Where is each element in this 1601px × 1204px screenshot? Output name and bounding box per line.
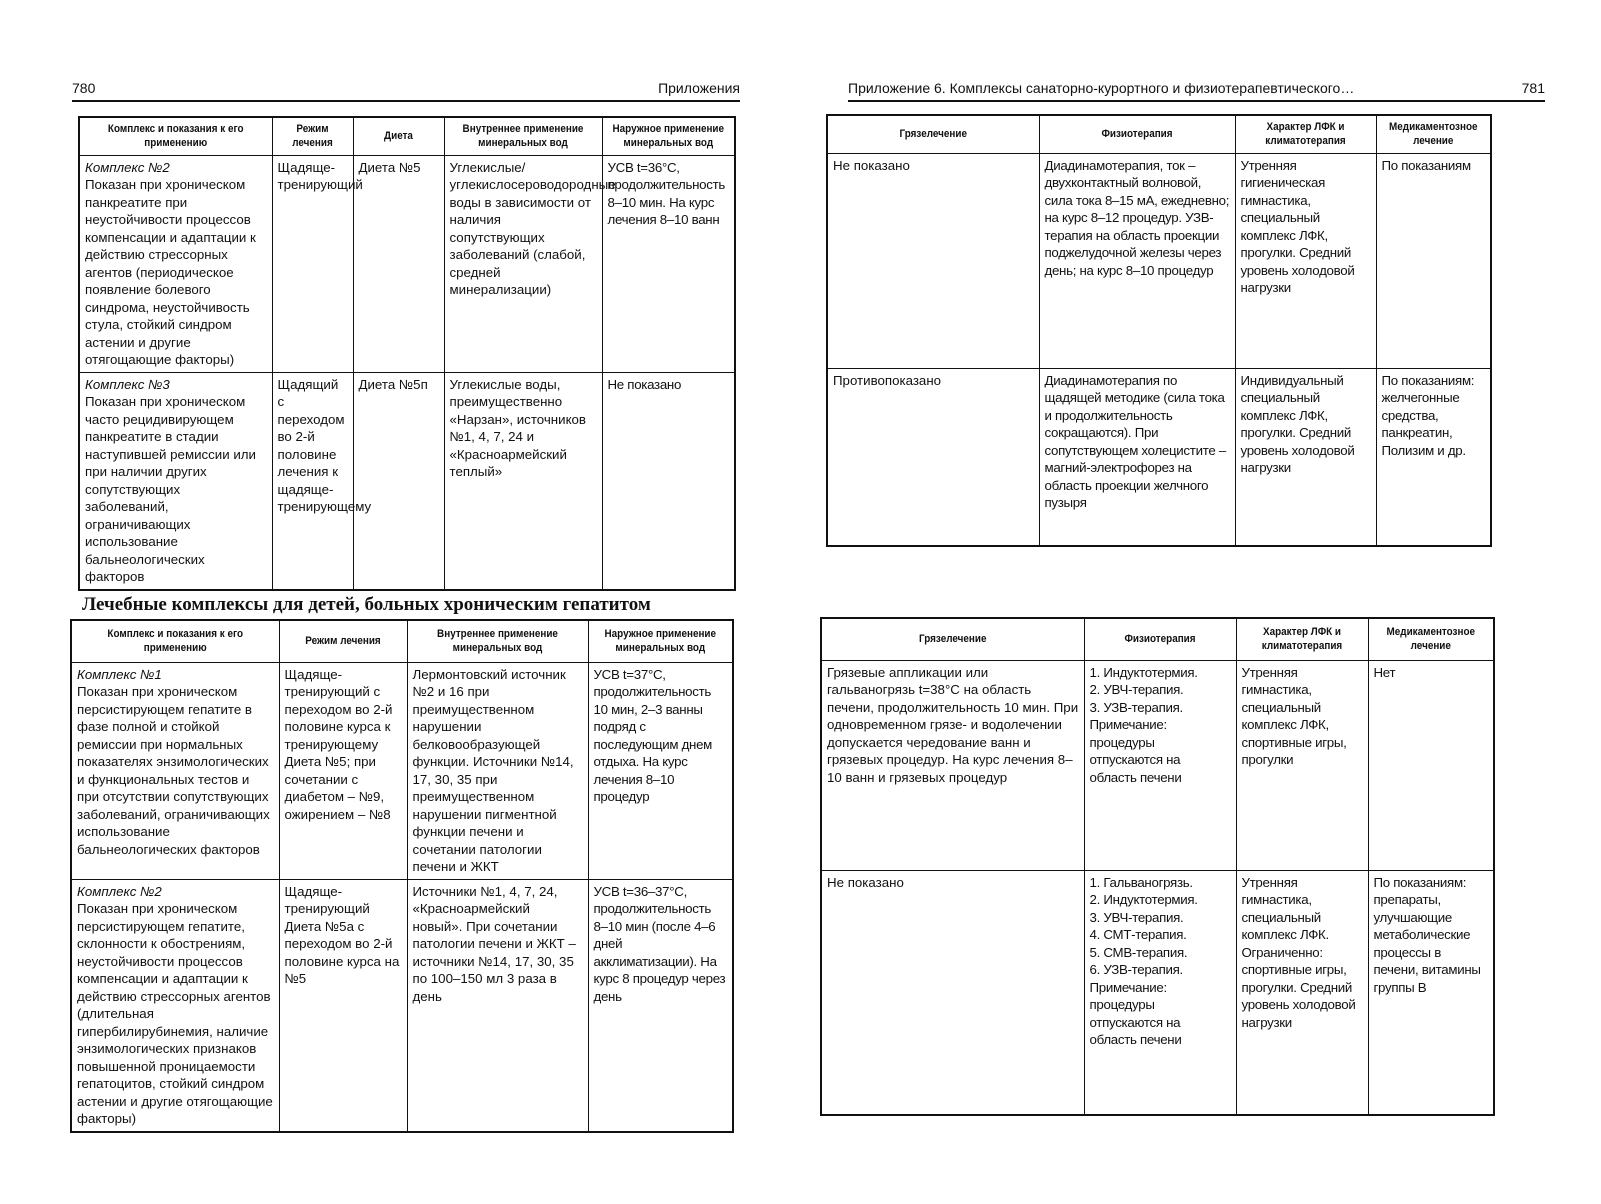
mud-therapy-cell: Не показано bbox=[827, 153, 1039, 368]
regime-cell: Щадяще-тренирующий Диета №5а с переходом во 2-й половине курса на №5 bbox=[279, 879, 407, 1132]
complex-name: Комплекс №3 bbox=[85, 376, 170, 392]
medication-cell: По показаниям bbox=[1376, 153, 1491, 368]
lfk-cell: Утренняя гимнастика, специальный комплекс ЛФК, спортивные игры, прогулки bbox=[1236, 660, 1368, 870]
complex-cell bbox=[79, 155, 272, 372]
lfk-cell: Утренняя гимнастика, специальный комплекс ЛФК. Ограниченно: спортивные игры, прогулки. Средний уровень холодовой нагрузки bbox=[1236, 870, 1368, 1115]
column-header: Характер ЛФК и климатотерапия bbox=[1243, 618, 1362, 660]
left-running-header bbox=[72, 78, 740, 102]
regime-cell: Щадящий с переходом во 2-й половине лечения к щадяще-тренирующему bbox=[272, 372, 353, 590]
complex-indication: Показан при хроническом панкреатите при неустойчивости процессов компенсации и адаптации к действию стрессорных агентов (периодическое появление болевого синдрома, неустойчивость стула, стойкий синдром астении и другие отягощающие факторы) bbox=[85, 177, 256, 367]
lfk-cell: Утренняя гигиеническая гимнастика, специальный комплекс ЛФК, прогулки. Средний уровень холодовой нагрузки bbox=[1235, 153, 1376, 368]
complex-cell bbox=[79, 372, 272, 590]
column-header: Грязелечение bbox=[834, 618, 1071, 660]
table-row bbox=[79, 372, 735, 590]
column-header: Комплекс и показания к его применению bbox=[81, 620, 268, 662]
table-row bbox=[71, 879, 733, 1132]
mud-therapy-cell: Не показано bbox=[821, 870, 1084, 1115]
external-water-cell: УСВ t=37°С, продолжительность 10 мин, 2–3 ванны подряд с последующим днем отдыха. На курс лечения 8–10 процедур bbox=[588, 662, 733, 879]
left-page bbox=[0, 0, 800, 1204]
column-header: Наружное применение минеральных вод bbox=[609, 117, 729, 155]
medication-cell: По показаниям: препараты, улучшающие метаболические процессы в печени, витамины группы В bbox=[1368, 870, 1494, 1115]
table-row bbox=[821, 660, 1494, 870]
column-header: Режим лечения bbox=[285, 620, 400, 662]
regime-cell: Щадяще-тренирующий с переходом во 2-й половине курса к тренирующему Диета №5; при сочетании с диабетом – №9, ожирением – №8 bbox=[279, 662, 407, 879]
table-row bbox=[71, 662, 733, 879]
table-row bbox=[79, 155, 735, 372]
hepatitis-therapy-table bbox=[820, 617, 1495, 1116]
hepatitis-complex-table bbox=[70, 619, 734, 1133]
complex-name: Комплекс №2 bbox=[85, 159, 170, 175]
internal-water-cell: Углекислые воды, преимущественно «Нарзан», источников №1, 4, 7, 24 и «Красноармейский теплый» bbox=[444, 372, 602, 590]
physiotherapy-cell: Диадинамотерапия по щадящей методике (сила тока и продолжительность сокращаются). При сопутствующем холецистите – магний-электрофорез на область проекции желчного пузыря bbox=[1039, 368, 1235, 546]
external-water-cell: УСВ t=36°С, продолжительность 8–10 мин. На курс лечения 8–10 ванн bbox=[602, 155, 735, 372]
physiotherapy-cell: 1. Индуктотермия. 2. УВЧ-терапия. 3. УЗВ-терапия. Примечание: процедуры отпускаются на область печени bbox=[1084, 660, 1236, 870]
internal-water-cell: Углекислые/углекислосероводородные воды в зависимости от наличия сопутствующих заболеваний (слабой, средней минерализации) bbox=[444, 155, 602, 372]
regime-cell: Щадяще-тренирующий bbox=[272, 155, 353, 372]
column-header: Комплекс и показания к его применению bbox=[89, 117, 263, 155]
lfk-cell: Индивидуальный специальный комплекс ЛФК, прогулки. Средний уровень холодовой нагрузки bbox=[1235, 368, 1376, 546]
left-running-title: Приложения bbox=[658, 80, 740, 96]
mud-therapy-cell: Грязевые аппликации или гальваногрязь t=38°С на область печени, продолжительность 10 мин. При одновременном грязе- и водолечении допускается чередование ванн и грязевых процедур. На курс лечения 8–10 ванн и грязевых процедур bbox=[821, 660, 1084, 870]
external-water-cell: Не показано bbox=[602, 372, 735, 590]
right-page-number: 781 bbox=[1521, 80, 1545, 96]
left-page-number: 780 bbox=[72, 80, 96, 96]
mud-therapy-cell: Противопоказано bbox=[827, 368, 1039, 546]
column-header: Медикаментозное лечение bbox=[1382, 115, 1486, 153]
complex-name: Комплекс №1 bbox=[77, 666, 162, 682]
column-header: Грязелечение bbox=[838, 115, 1029, 153]
complex-cell bbox=[71, 662, 279, 879]
physiotherapy-cell: 1. Гальваногрязь. 2. Индуктотермия. 3. УВЧ-терапия. 4. СМТ-терапия. 5. СМВ-терапия. 6. УЗВ-терапия. Примечание: процедуры отпускаются на область печени bbox=[1084, 870, 1236, 1115]
right-running-title: Приложение 6. Комплексы санаторно-курортного и физиотерапевтического… bbox=[848, 80, 1355, 96]
diet-cell: Диета №5 bbox=[353, 155, 444, 372]
pancreatitis-therapy-table bbox=[826, 114, 1492, 547]
complex-indication: Показан при хроническом персистирующем гепатите, склонности к обострениям, неустойчивости процессов компенсации и адаптации к действию стрессорных агентов (длительная гипербилирубинемия, наличие энзимологических признаков повышенной проницаемости гепатоцитов, стойкий синдром астении и другие отягощающие факторы) bbox=[77, 901, 273, 1126]
internal-water-cell: Лермонтовский источник №2 и 16 при преимущественном нарушении белковообразующей функции. Источники №14, 17, 30, 35 при преимущественном нарушении пигментной функции печени и сочетании патологии печени и ЖКТ bbox=[407, 662, 588, 879]
table-row bbox=[827, 368, 1491, 546]
external-water-cell: УСВ t=36–37°С, продолжительность 8–10 мин (после 4–6 дней акклиматизации). На курс 8 процедур через день bbox=[588, 879, 733, 1132]
right-page bbox=[800, 0, 1601, 1204]
column-header: Внутреннее применение минеральных вод bbox=[416, 620, 579, 662]
table-row bbox=[821, 870, 1494, 1115]
complex-indication: Показан при хроническом персистирующем гепатите в фазе полной и стойкой ремиссии при нормальных показателях энзимологических и функциональных тестов и при отсутствии сопутствующих заболеваний, ограничивающих использование бальнеологических факторов bbox=[77, 684, 270, 857]
complex-indication: Показан при хроническом часто рецидивирующем панкреатите в стадии наступившей ремиссии или при наличии других сопутствующих заболеваний, ограничивающих использование бальнеологических факторов bbox=[85, 394, 256, 584]
section-title: Лечебные комплексы для детей, больных хроническим гепатитом bbox=[82, 594, 651, 615]
column-header: Диета bbox=[358, 117, 440, 155]
medication-cell: Нет bbox=[1368, 660, 1494, 870]
column-header: Физиотерапия bbox=[1092, 618, 1229, 660]
physiotherapy-cell: Диадинамотерапия, ток – двухконтактный волновой, сила тока 8–15 мА, ежедневно; на курс 8–12 процедур. УЗВ-терапия на область проекции поджелудочной железы через день; на курс 8–10 процедур bbox=[1039, 153, 1235, 368]
pancreatitis-complex-table bbox=[78, 116, 736, 591]
complex-name: Комплекс №2 bbox=[77, 883, 162, 899]
column-header: Характер ЛФК и климатотерапия bbox=[1242, 115, 1369, 153]
column-header: Медикаментозное лечение bbox=[1374, 618, 1487, 660]
column-header: Физиотерапия bbox=[1049, 115, 1225, 153]
diet-cell: Диета №5п bbox=[353, 372, 444, 590]
table-row bbox=[827, 153, 1491, 368]
medication-cell: По показаниям: желчегонные средства, панкреатин, Полизим и др. bbox=[1376, 368, 1491, 546]
column-header: Внутреннее применение минеральных вод bbox=[452, 117, 594, 155]
column-header: Режим лечения bbox=[276, 117, 349, 155]
column-header: Наружное применение минеральных вод bbox=[595, 620, 726, 662]
right-running-header bbox=[848, 78, 1545, 102]
complex-cell bbox=[71, 879, 279, 1132]
internal-water-cell: Источники №1, 4, 7, 24, «Красноармейский новый». При сочетании патологии печени и ЖКТ – источники №14, 17, 30, 35 по 100–150 мл 3 раза в день bbox=[407, 879, 588, 1132]
